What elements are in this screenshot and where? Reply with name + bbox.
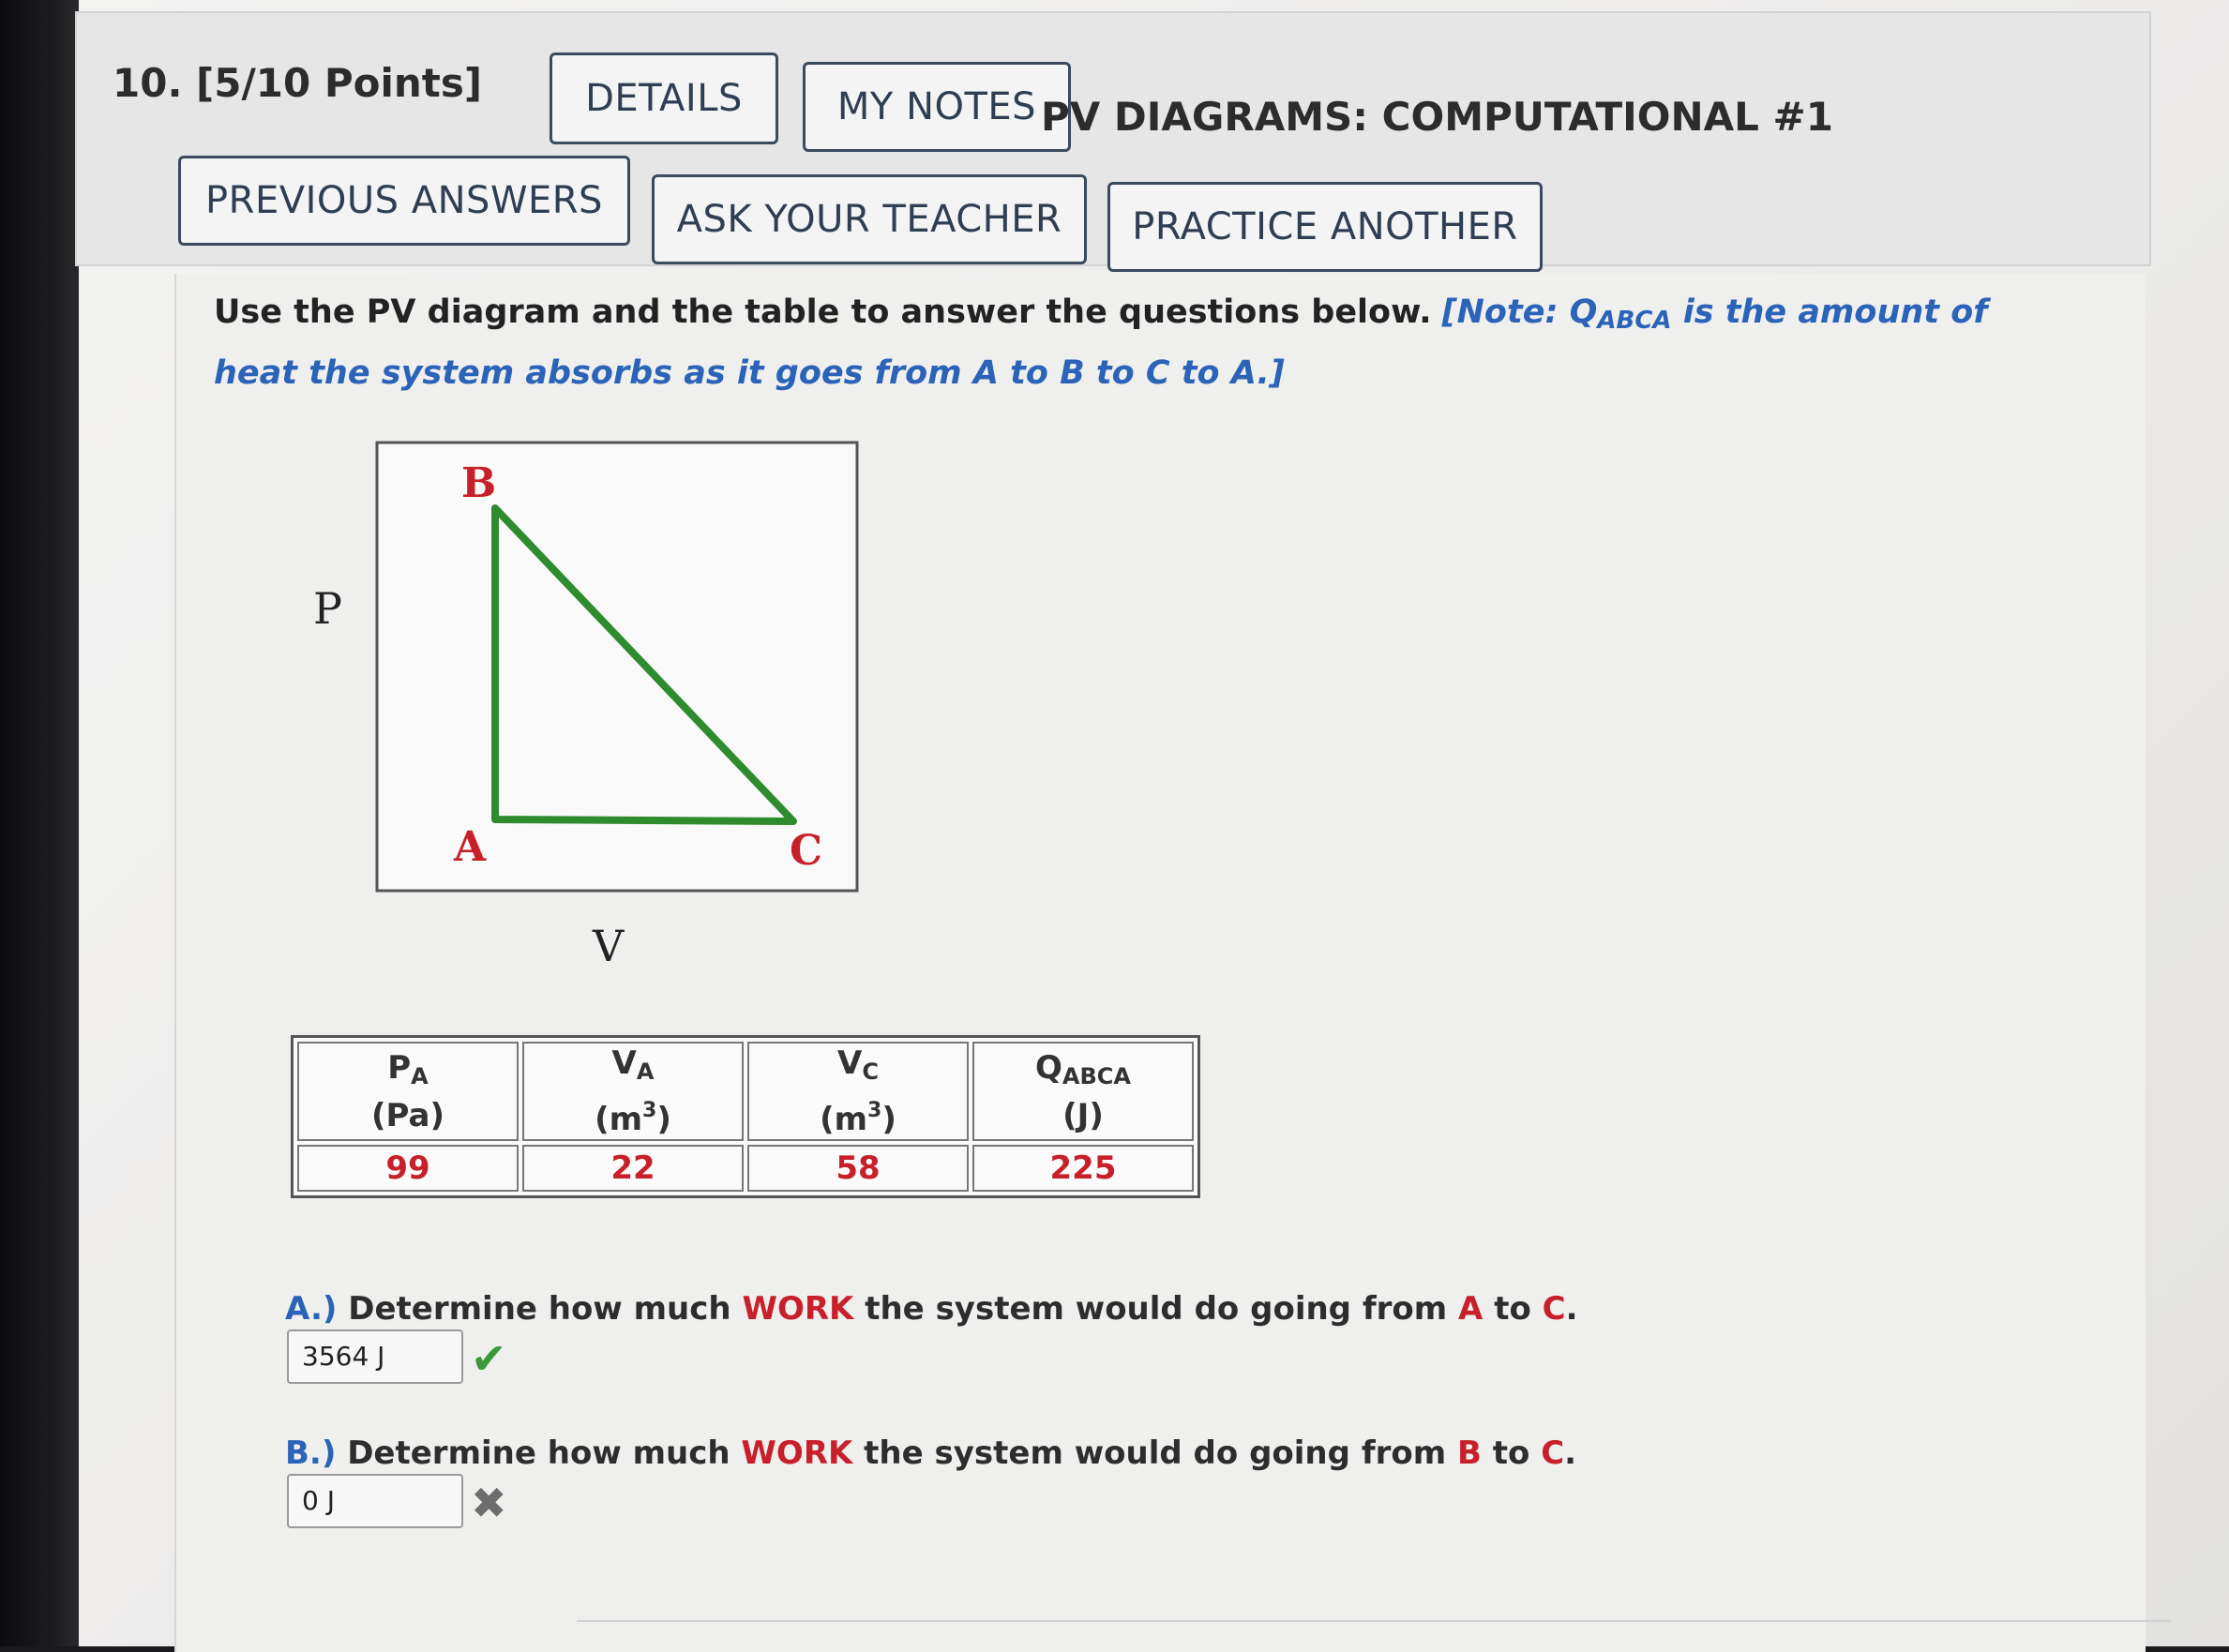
- instructions: [214, 286, 2080, 399]
- value-qabca: 225: [972, 1145, 1194, 1192]
- note-prefix: [Note: Q: [1441, 293, 1598, 331]
- ask-your-teacher-button[interactable]: ASK YOUR TEACHER: [652, 174, 1087, 264]
- question-a: A.) Determine how much WORK the system would do going from A to C.: [285, 1290, 1578, 1328]
- previous-answers-button[interactable]: PREVIOUS ANSWERS: [178, 156, 630, 246]
- header-qabca: $Q_{ABCA}$ (J): [972, 1042, 1194, 1141]
- header-va: $V_A$ $(m^3)$: [522, 1042, 744, 1141]
- data-table: [291, 1035, 1200, 1198]
- question-b: B.) Determine how much WORK the system would do going from B to C.: [285, 1434, 1577, 1472]
- divider: [577, 1620, 2171, 1622]
- correct-check-icon: ✔: [471, 1333, 507, 1384]
- details-button[interactable]: DETAILS: [550, 53, 778, 144]
- value-va: 22: [522, 1145, 744, 1192]
- point-b-label: B: [461, 459, 497, 507]
- pv-diagram: [375, 441, 872, 900]
- incorrect-x-icon: ✖: [471, 1478, 507, 1528]
- pressure-axis-label: P: [313, 583, 342, 634]
- monitor-bezel: [0, 0, 79, 1646]
- my-notes-button[interactable]: MY NOTES: [803, 62, 1071, 152]
- volume-axis-label: V: [593, 921, 625, 971]
- question-a-label: A.): [285, 1290, 338, 1328]
- question-b-label: B.): [285, 1434, 337, 1472]
- note-suffix: is the amount of heat the system absorbs as it goes from A to B to C to A.]: [214, 293, 1988, 392]
- header-vc: $V_C$ $(m^3)$: [747, 1042, 969, 1141]
- point-a-label: A: [454, 823, 487, 871]
- answer-a-input[interactable]: 3564 J: [287, 1329, 463, 1384]
- header-pa: $P_A$ (Pa): [297, 1042, 519, 1141]
- note-subscript: ABCA: [1597, 307, 1672, 335]
- practice-another-button[interactable]: PRACTICE ANOTHER: [1107, 182, 1543, 272]
- table-header-row: [297, 1042, 1194, 1141]
- instructions-text: Use the PV diagram and the table to answer the questions below.: [214, 293, 1432, 331]
- value-pa: 99: [297, 1145, 519, 1192]
- answer-b-input[interactable]: 0 J: [287, 1474, 463, 1528]
- point-c-label: C: [790, 827, 823, 875]
- question-number: 10. [5/10 Points]: [113, 60, 483, 106]
- table-value-row: [297, 1145, 1194, 1192]
- value-vc: 58: [747, 1145, 969, 1192]
- question-title: PV DIAGRAMS: COMPUTATIONAL #1: [1041, 94, 1833, 140]
